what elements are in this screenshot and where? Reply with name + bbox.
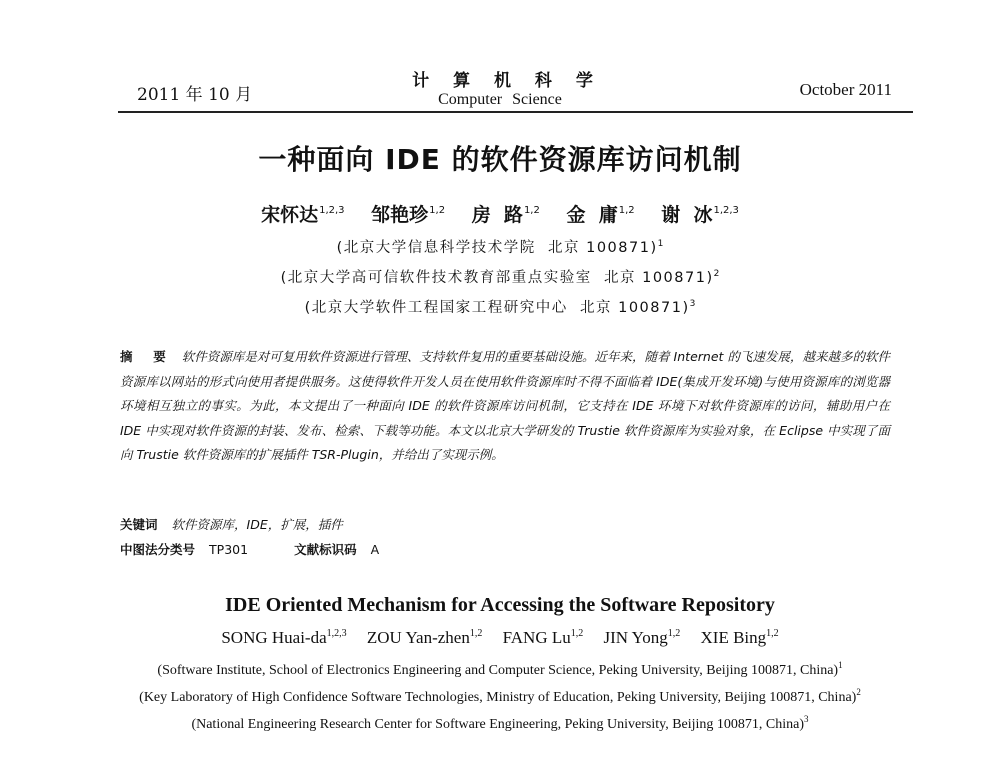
header-rule (118, 111, 913, 113)
affiliation-text: (北京大学高可信软件技术教育部重点实验室 北京 100871) (280, 270, 714, 286)
affiliation-sup: 2 (856, 687, 861, 697)
paper-title-en: IDE Oriented Mechanism for Accessing the Software Repository (225, 594, 775, 616)
affiliation-sup: 1 (657, 239, 664, 249)
author-en (701, 628, 779, 647)
paper-title-cn: 一种面向 IDE 的软件资源库访问机制 (258, 143, 742, 176)
affiliation-text: (北京大学信息科学技术学院 北京 100871) (336, 240, 658, 256)
classification-value: TP301 (209, 542, 249, 557)
affiliation-sup: 3 (804, 714, 809, 724)
author-affil-sup: 1,2 (766, 628, 779, 639)
affiliation-en (0, 714, 1000, 733)
author-cn (566, 204, 634, 226)
author-name: XIE Bing (700, 628, 767, 647)
classification-line (120, 540, 379, 558)
classification-label: 中图法分类号 (120, 542, 196, 557)
author-en (503, 628, 584, 647)
author-en (604, 628, 681, 647)
author-name: JIN Yong (603, 628, 668, 647)
abstract-text: 软件资源库是对可复用软件资源进行管理、支持软件复用的重要基础设施。近年来，随着 Internet 的飞速发展，越来越多的软件资源库以网站的形式向使用者提供服务。这使得软件开发人员在使用软件资源库时不得不面临着 IDE(集成开发环境)与使用资源库的浏览器环境相互独立的事实。为此，本文提出了一种面向 IDE 的软件资源库访问机制，它支持在 IDE 环境下对软件资源库的访问，辅助用户在 IDE 中实现对软件资源的封装、发布、检索、下载等功能。本文以北京大学研发的 Trustie 软件资源库为实验对象，在 Eclipse 中实现了面向 Trustie 软件资源库的扩展插件 TSR-Plugin，并给出了实现示例。 (120, 349, 890, 462)
author-list-cn (0, 200, 1000, 227)
keywords-value: 软件资源库，IDE，扩展，插件 (171, 517, 343, 532)
author-affil-sup: 1,2 (667, 628, 681, 639)
author-name: FANG Lu (502, 628, 571, 647)
author-name: SONG Huai-da (221, 628, 327, 647)
author-affil-sup: 1,2 (429, 205, 446, 216)
journal-name-en: Computer Science (438, 91, 562, 108)
author-affil-sup: 1,2,3 (713, 205, 739, 216)
affiliation-text: (National Engineering Research Center for Software Engineering, Peking University, Beijing 100871, China) (191, 717, 805, 732)
affiliation-cn (0, 236, 1000, 257)
author-name: 房 路 (471, 204, 523, 226)
author-name: 金 庸 (566, 204, 618, 226)
journal-name-cn: 计 算 机 科 学 (412, 71, 602, 91)
abstract-cn (120, 345, 890, 468)
author-affil-sup: 1,2,3 (326, 628, 347, 639)
author-name: 谢 冰 (661, 204, 713, 226)
abstract-label: 摘 要 (120, 349, 170, 364)
affiliation-text: (北京大学软件工程国家工程研究中心 北京 100871) (304, 300, 690, 316)
affiliation-en (0, 660, 1000, 679)
author-cn (371, 204, 445, 226)
author-cn (472, 204, 540, 226)
author-name: 宋怀达 (261, 204, 319, 226)
document-code-value: A (370, 542, 380, 557)
author-name: 邹艳珍 (371, 204, 429, 226)
author-affil-sup: 1,2 (570, 628, 584, 639)
affiliation-text: (Software Institute, School of Electronics Engineering and Computer Science, Peking University, Beijing 100871, China) (157, 663, 839, 678)
author-cn (261, 204, 344, 226)
author-en (367, 628, 482, 647)
author-list-en (0, 628, 1000, 648)
affiliation-en (0, 687, 1000, 706)
document-code-label: 文献标识码 (294, 542, 357, 557)
affiliation-cn (0, 296, 1000, 317)
header-date-cn: 2011 年 10 月 (137, 85, 253, 105)
affiliation-sup: 3 (689, 299, 696, 309)
author-affil-sup: 1,2 (523, 205, 540, 216)
author-cn (661, 204, 739, 226)
author-affil-sup: 1,2 (469, 628, 483, 639)
author-affil-sup: 1,2,3 (319, 205, 345, 216)
header-date-en: October 2011 (799, 80, 892, 99)
affiliation-cn (0, 266, 1000, 287)
affiliation-sup: 2 (713, 269, 720, 279)
keywords-line (120, 515, 343, 533)
affiliation-sup: 1 (838, 660, 843, 670)
author-name: ZOU Yan-zhen (366, 628, 470, 647)
affiliation-text: (Key Laboratory of High Confidence Software Technologies, Ministry of Education, Peking University, Beijing 100871, China) (139, 690, 857, 705)
author-en (221, 628, 346, 647)
author-affil-sup: 1,2 (618, 205, 635, 216)
keywords-label: 关键词 (120, 517, 158, 532)
